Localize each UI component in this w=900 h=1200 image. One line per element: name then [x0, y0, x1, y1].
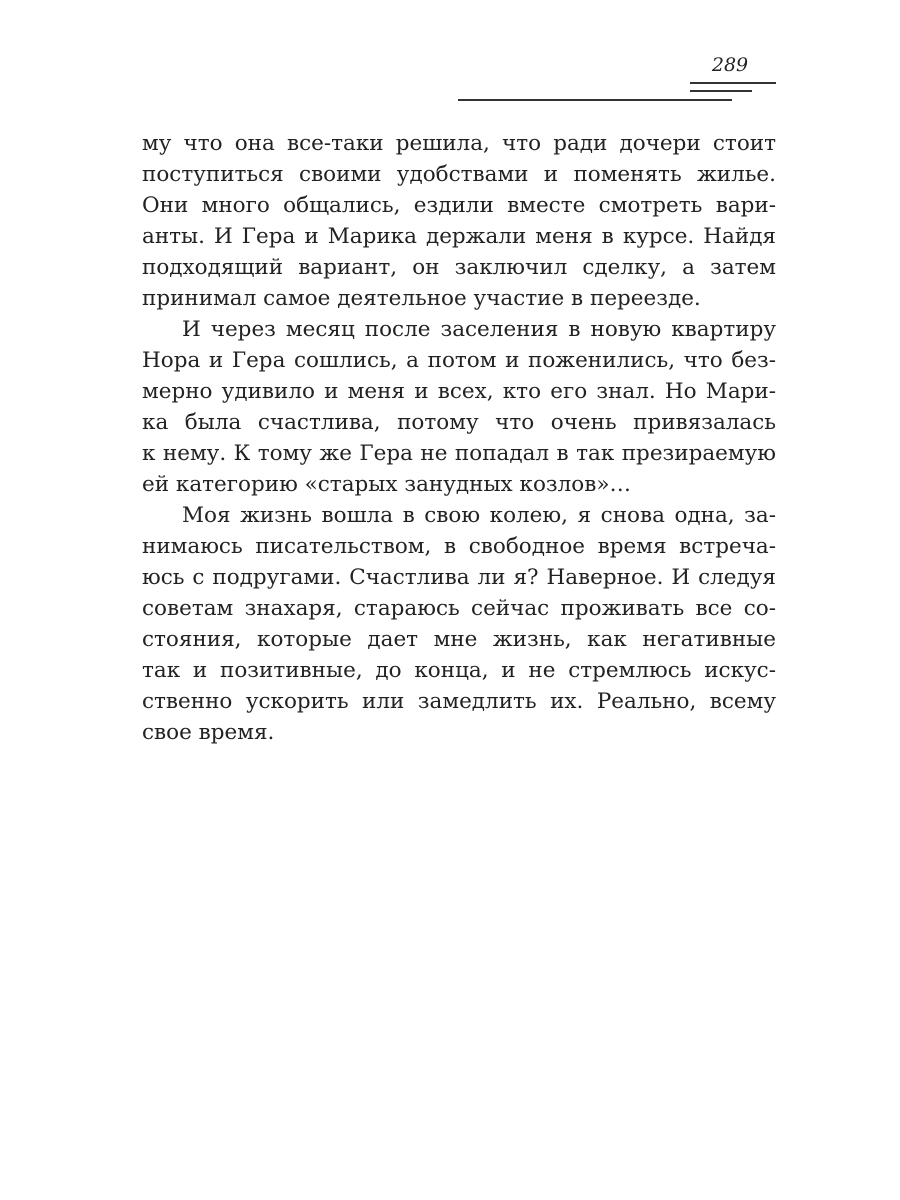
text-line: поступиться своими удобствами и поменять жилье.	[142, 162, 776, 187]
text-line: свое время.	[142, 720, 275, 745]
body-text	[142, 128, 776, 748]
text-line: подходящий вариант, он заключил сделку, а затем	[142, 255, 776, 280]
page-number: 289	[711, 54, 749, 76]
header-rule-long	[458, 99, 732, 101]
header-rule-top	[690, 82, 776, 84]
text-line: так и позитивные, до конца, и не стремлюсь искус-	[142, 658, 776, 683]
text-line: Они много общались, ездили вместе смотреть вари-	[142, 193, 776, 218]
text-line: ственно ускорить или замедлить их. Реально, всему	[142, 689, 776, 714]
header-rule-middle	[690, 90, 752, 92]
text-line: Моя жизнь вошла в свою колею, я снова одна, за-	[182, 503, 776, 528]
text-line: ка была счастлива, потому что очень привязалась	[142, 410, 776, 435]
text-line: к нему. К тому же Гера не попадал в так презираемую	[142, 441, 776, 466]
text-line: му что она все-таки решила, что ради дочери стоит	[142, 131, 776, 156]
text-line: советам знахаря, стараюсь сейчас проживать все со-	[142, 596, 776, 621]
text-line: ей категорию «старых занудных козлов»…	[142, 472, 631, 497]
text-line: принимал самое деятельное участие в переезде.	[142, 286, 701, 311]
text-line: И через месяц после заселения в новую квартиру	[182, 317, 776, 342]
text-line: Нора и Гера сошлись, а потом и поженились, что без-	[142, 348, 776, 373]
text-line: стояния, которые дает мне жизнь, как негативные	[142, 627, 776, 652]
text-line: юсь с подругами. Счастлива ли я? Наверное. И следуя	[142, 565, 776, 590]
text-line: нимаюсь писательством, в свободное время встреча-	[142, 534, 776, 559]
text-line: мерно удивило и меня и всех, кто его знал. Но Мари-	[142, 379, 776, 404]
text-line: анты. И Гера и Марика держали меня в курсе. Найдя	[142, 224, 776, 249]
